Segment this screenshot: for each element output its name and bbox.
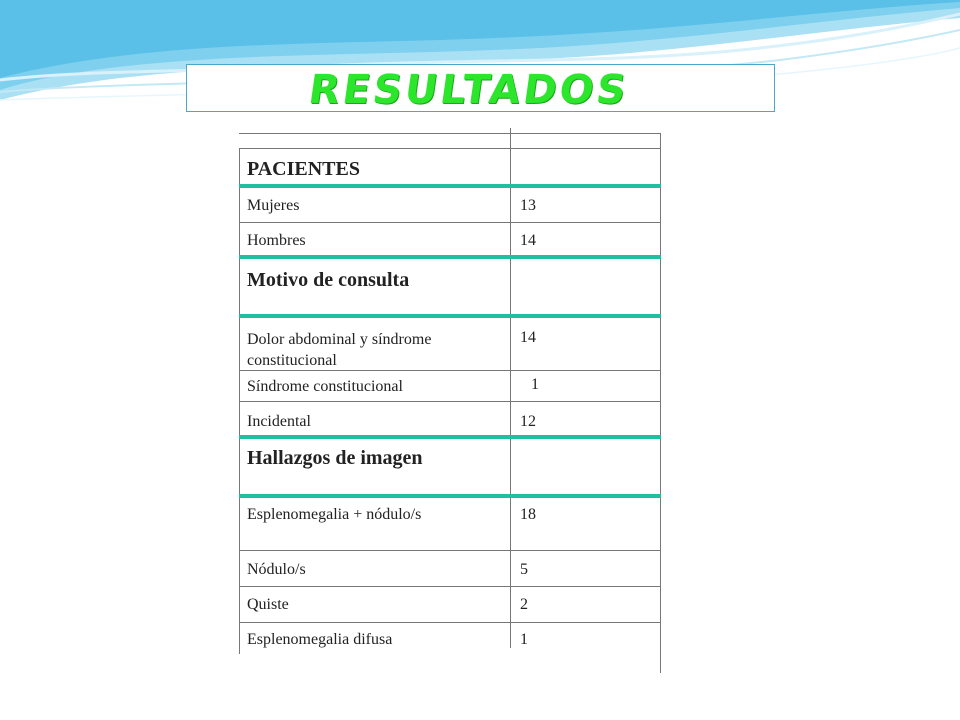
table-right-border [660,133,661,673]
table-row-line [239,370,661,371]
table-row-line [239,148,661,149]
section-separator [239,494,661,498]
table-column-divider [510,128,511,648]
table-row-value: 14 [520,329,536,346]
table-row-label: Mujeres [247,197,300,214]
table-row-value: 2 [520,596,528,613]
section-separator [239,435,661,439]
table-row-value: 1 [520,631,528,648]
section-separator [239,314,661,318]
table-row-label: Quiste [247,596,289,613]
table-row-value: 5 [520,561,528,578]
section-heading: Hallazgos de imagen [247,447,423,469]
section-separator [239,255,661,259]
table-row-value: 14 [520,232,536,249]
table-row-value: 12 [520,413,536,430]
table-row-label: Hombres [247,232,306,249]
table-row-line [239,586,661,587]
table-row-value: 18 [520,506,536,523]
table-row-line [239,401,661,402]
table-row-label: Esplenomegalia + nódulo/s [247,506,422,523]
section-heading: Motivo de consulta [247,269,410,291]
table-row-line [239,622,661,623]
table-row-value: 13 [520,197,536,214]
table-row-line [239,222,661,223]
table-row-label: Esplenomegalia difusa [247,631,393,648]
page-title: RESULTADOS [305,67,632,113]
table-row-label: Nódulo/s [247,561,306,578]
section-separator [239,184,661,188]
table-row-label: Incidental [247,413,311,430]
table-row-label: Dolor abdominal y síndrome constitucional [247,331,432,369]
table-row-value: 1 [531,376,539,393]
patients-header-value: 27 [520,158,540,180]
patients-header-label: PACIENTES [247,158,360,180]
table-row-label: Síndrome constitucional [247,378,403,395]
table-row-line [239,550,661,551]
table-top-line [239,133,661,134]
